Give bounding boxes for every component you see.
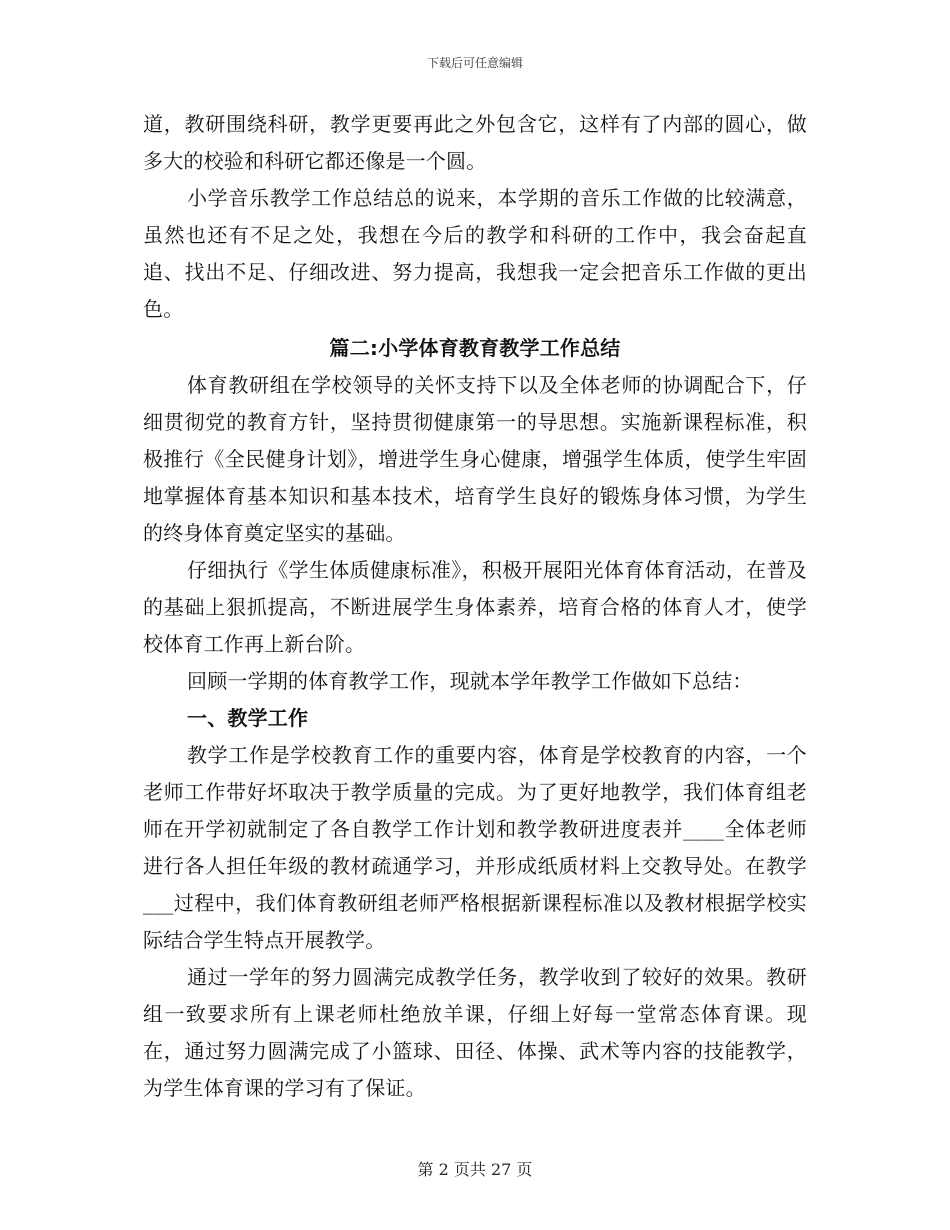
- paragraph-review: 回顾一学期的体育教学工作，现就本学年教学工作做如下总结：: [187, 669, 753, 693]
- sub-heading-teaching: 一、教学工作: [187, 706, 309, 730]
- paragraph-teaching-work: 教学工作是学校教育工作的重要内容，体育是学校教育的内容，一个老师工作带好坏取决于教学质量的完成。为了更好地教学，我们体育组老师在开学初就制定了各自教学工作计划和教学教研进度表并____全体老师进行各人担任年级的教材疏通学习，并形成纸质材料上交教导处。在教学___过程中，我们体育教研组老师严格根据新课程标准以及教材根据学校实际结合学生特点开展教学。: [143, 743, 807, 952]
- page-number: 第 2 页共 27 页: [417, 1160, 533, 1179]
- paragraph-music-summary: 小学音乐教学工作总结总的说来，本学期的音乐工作做的比较满意，虽然也还有不足之处，我想在今后的教学和科研的工作中，我会奋起直追、找出不足、仔细改进、努力提高，我想我一定会把音乐工作做的更出色。: [143, 186, 807, 321]
- paragraph-results: 通过一学年的努力圆满完成教学任务，教学收到了较好的效果。教研组一致要求所有上课老师杜绝放羊课，仔细上好每一堂常态体育课。现在，通过努力圆满完成了小篮球、田径、体操、武术等内容的技能教学，为学生体育课的学习有了保证。: [143, 965, 807, 1100]
- header-note: 下载后可任意编辑: [426, 56, 523, 70]
- paragraph-continuation: 道，教研围绕科研，教学更要再此之外包含它，这样有了内部的圆心，做多大的校验和科研它都还像是一个圆。: [143, 112, 807, 173]
- paragraph-pe-intro: 体育教研组在学校领导的关怀支持下以及全体老师的协调配合下，仔细贯彻党的教育方针，坚持贯彻健康第一的导思想。实施新课程标准，积极推行《全民健身计划》，增进学生身心健康，增强学生体质，使学生牢固地掌握体育基本知识和基本技术，培育学生良好的锻炼身体习惯，为学生的终身体育奠定坚实的基础。: [143, 373, 807, 545]
- section-title: 篇二:小学体育教育教学工作总结: [329, 336, 621, 360]
- paragraph-health-standard: 仔细执行《学生体质健康标准》，积极开展阳光体育体育活动，在普及的基础上狠抓提高，不断进展学生身体素养，培育合格的体育人才，使学校体育工作再上新台阶。: [143, 558, 807, 656]
- document-body: [143, 106, 807, 1107]
